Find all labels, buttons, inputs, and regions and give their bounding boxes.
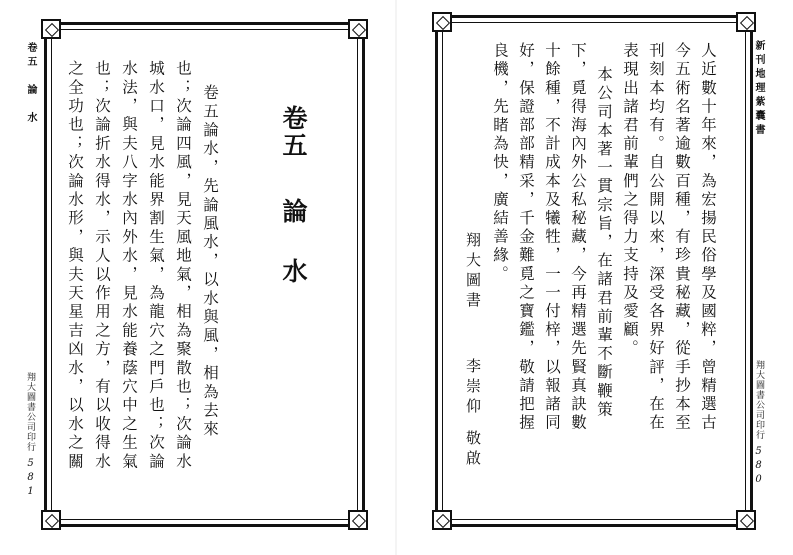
corner-ornament-icon	[41, 19, 61, 39]
chapter-title-part-2: 論	[279, 198, 308, 225]
right-running-header: 新刊地理紫囊書	[753, 40, 764, 138]
body-column: 之全功也；次論水形，與夫天星吉凶水，以水之關	[66, 60, 84, 472]
right-page	[397, 0, 793, 555]
body-column: 本公司本著一貫宗旨，在諸君前輩不斷鞭策	[595, 66, 613, 420]
chapter-title-part-1: 卷五	[279, 105, 308, 159]
body-column: 水法，與夫八字水內外水，見水能養蔭穴中之生氣	[120, 60, 138, 472]
corner-ornament-icon	[736, 510, 756, 530]
body-column: 今五術名著逾數百種，有珍貴秘藏，從手抄本至	[673, 42, 691, 433]
signature-company: 翔大圖書	[464, 232, 482, 312]
corner-ornament-icon	[432, 510, 452, 530]
right-page-number: 580	[753, 446, 764, 488]
body-column: 刊刻本均有。自公開以來，深受各界好評，在在	[647, 42, 665, 433]
corner-ornament-icon	[432, 12, 452, 32]
signature-closing: 敬啟	[464, 430, 482, 470]
body-column: 良機，先睹為快，廣結善緣。	[491, 42, 509, 284]
corner-ornament-icon	[348, 19, 368, 39]
chapter-title-part-3: 水	[279, 258, 308, 285]
body-column: 人近數十年來，為宏揚民俗學及國粹，曾精選古	[699, 42, 717, 433]
corner-ornament-icon	[41, 510, 61, 530]
corner-ornament-icon	[348, 510, 368, 530]
body-column: 十餘種，不計成本及犧牲，一一付梓，以報諸同	[543, 42, 561, 433]
right-footer-publisher: 翔大圖書公司印行	[754, 360, 764, 440]
left-footer-publisher: 翔大圖書公司印行	[25, 372, 35, 452]
body-column: 城水口，見水能界割生氣，為龍穴之門戶也；次論	[147, 60, 165, 472]
body-column: 下，覓得海內外公私秘藏，今再精選先賢真訣數	[569, 42, 587, 433]
left-page-number: 581	[25, 458, 36, 500]
corner-ornament-icon	[736, 12, 756, 32]
left-page	[0, 0, 396, 555]
body-column: 卷五論水，先論風水，以水與風，相為去來	[201, 84, 219, 440]
body-column: 表現出諸君前輩們之得力支持及愛顧。	[621, 42, 639, 359]
body-column: 也；次論折水得水，示人以作用之方，有以收得水	[93, 60, 111, 472]
body-column: 好，保證部部精采，千金難覓之寶鑑，敬請把握	[517, 42, 535, 433]
body-column: 也；次論四風，見天風地氣，相為聚散也；次論水	[174, 60, 192, 472]
signature-person: 李崇仰	[464, 358, 482, 418]
left-running-header: 卷五 論 水	[25, 42, 36, 126]
